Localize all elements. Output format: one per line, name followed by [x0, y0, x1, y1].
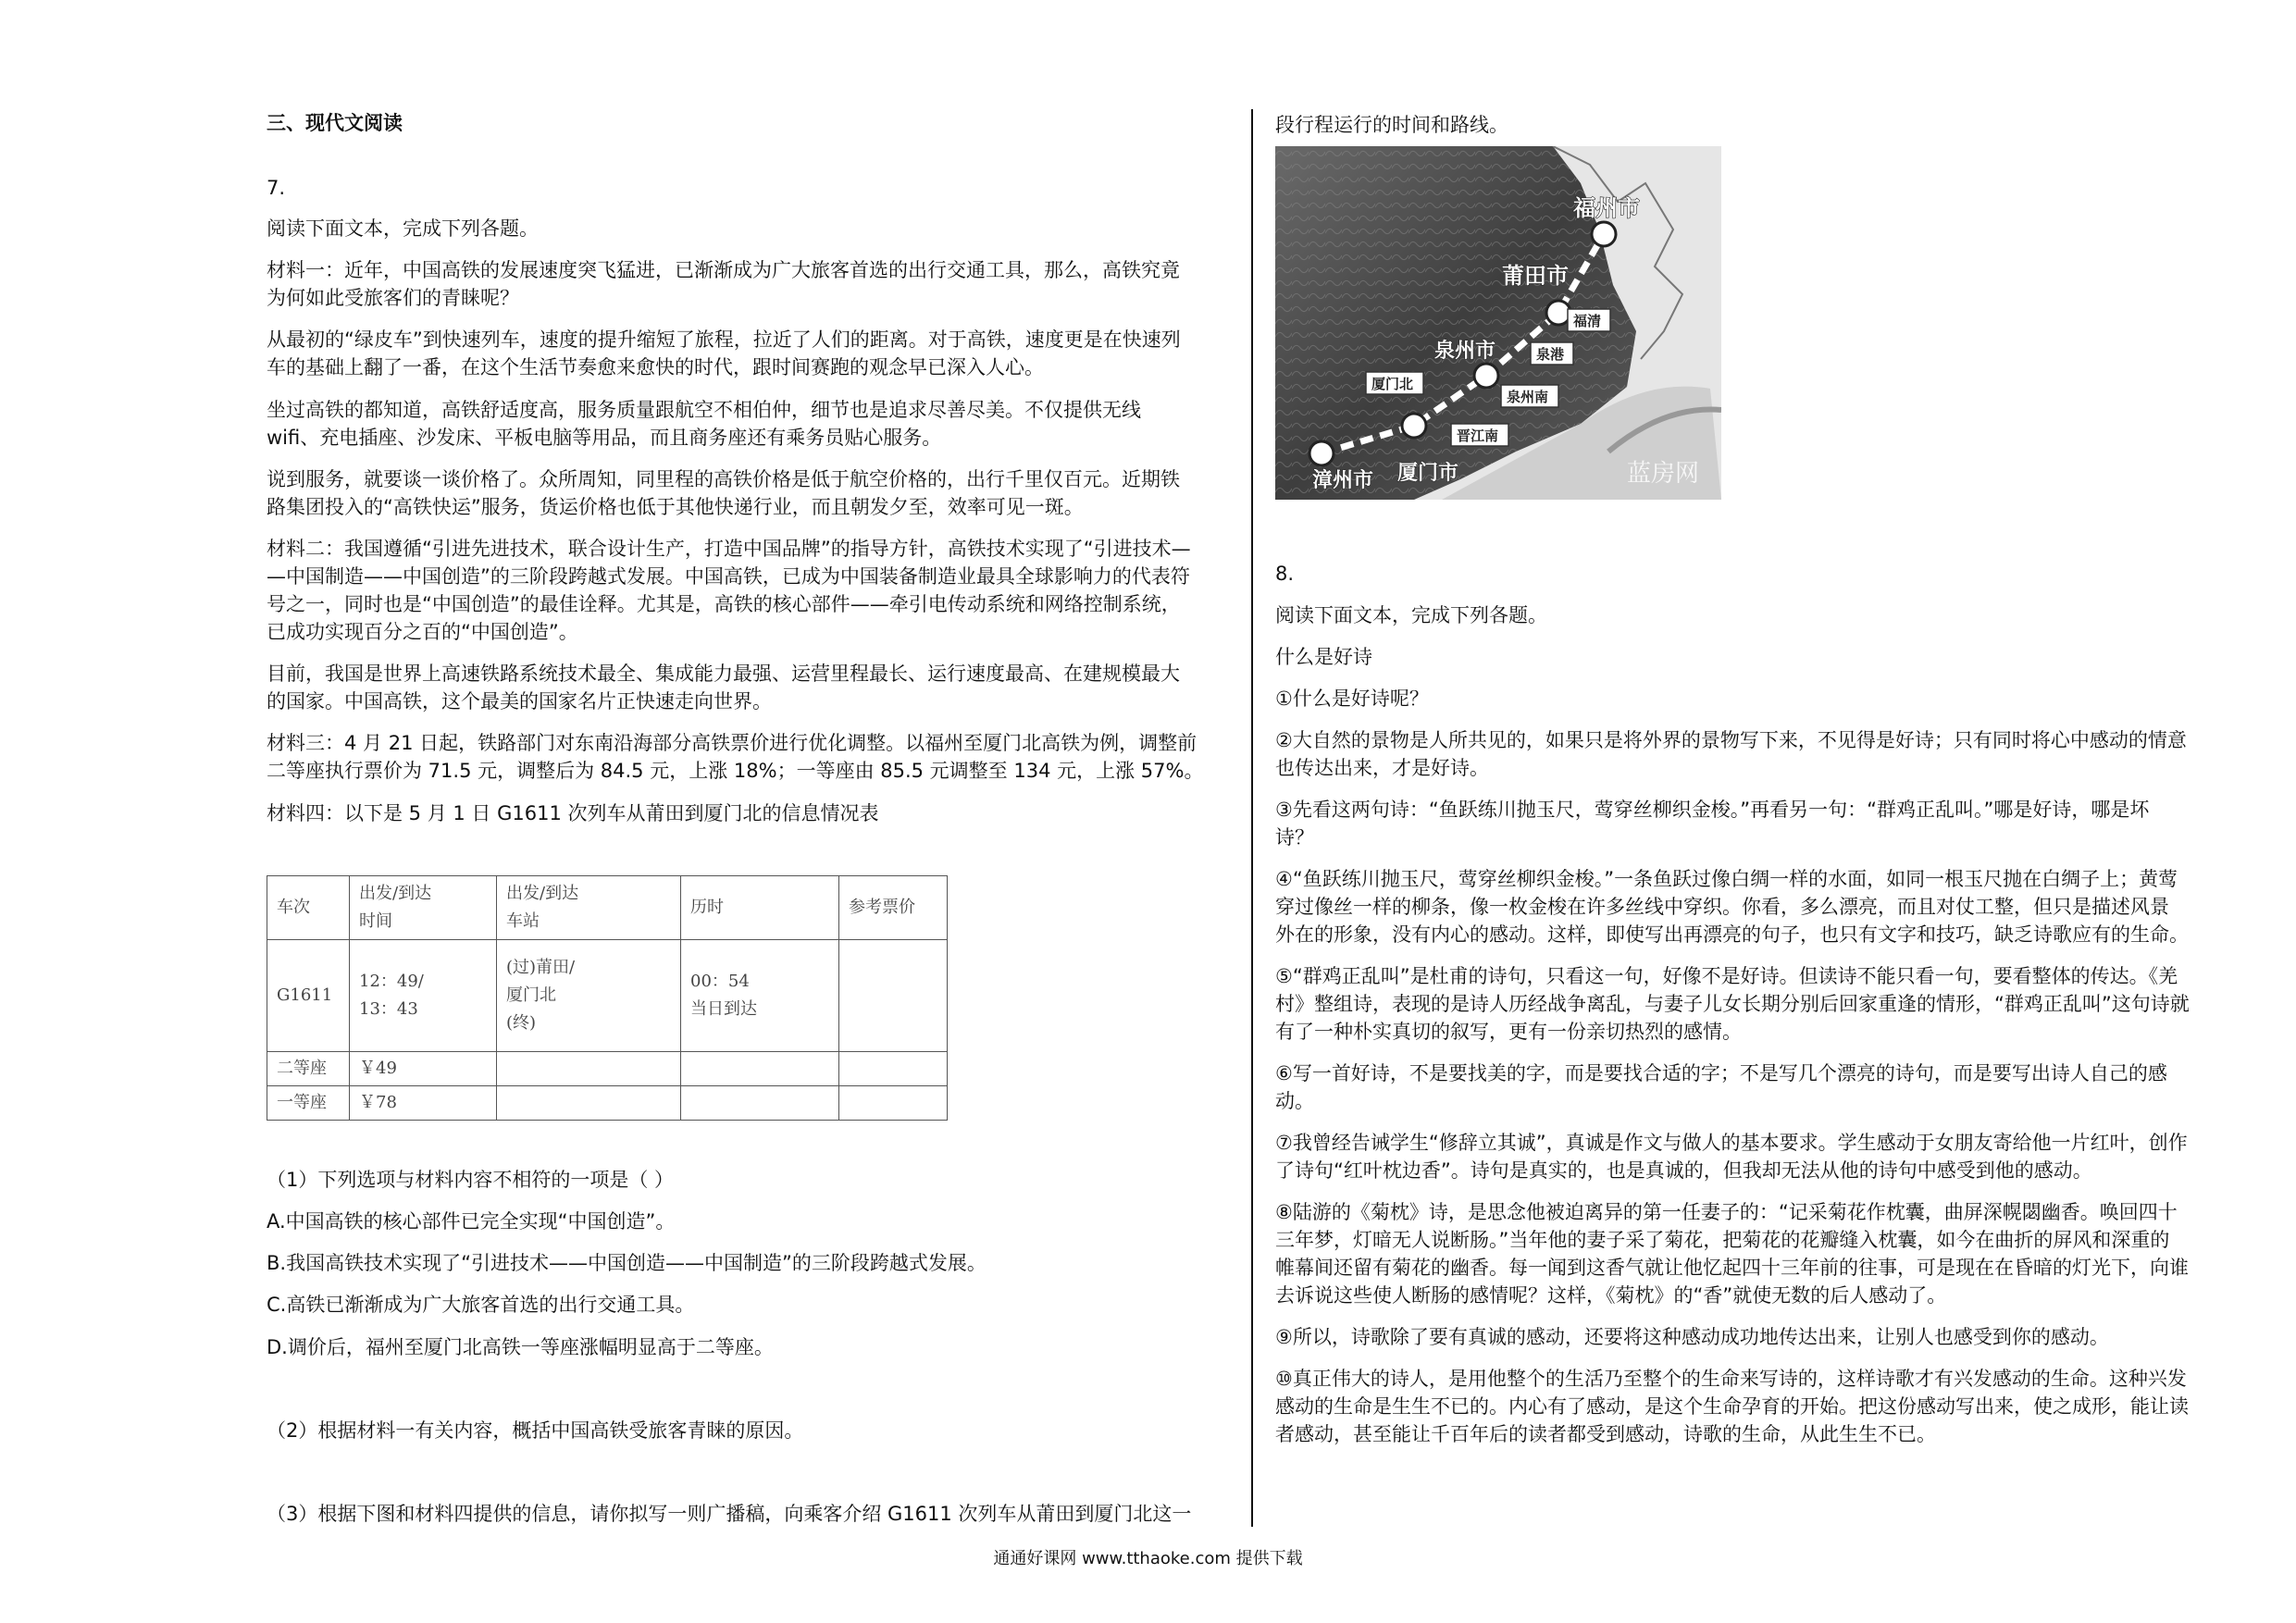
- table-cell-times: 12：49/ 13：43: [350, 940, 497, 1052]
- table-header-cell: 出发/到达 车站: [497, 876, 681, 940]
- paragraph-line: 穿过像丝一样的柳条，像一枚金梭在许多丝线中穿织。你看，多么漂亮，而且对仗工整，但只是描述风景: [1275, 896, 2169, 918]
- paragraph-line: 者感动，甚至能让千百年后的读者都受到感动，诗歌的生命，从此生生不已。: [1275, 1423, 1936, 1445]
- station-marker: [1309, 441, 1334, 465]
- map-label-putian: 莆田市: [1502, 263, 1569, 289]
- paragraph-line: 动。: [1275, 1090, 1314, 1112]
- table-cell: [839, 940, 948, 1052]
- paragraph-line: 也传达出来，才是好诗。: [1275, 757, 1489, 779]
- train-info-table: [267, 875, 948, 1121]
- table-cell-seat: 二等座: [267, 1052, 350, 1086]
- table-cell: [497, 1052, 681, 1086]
- railway-map: [1275, 146, 1721, 500]
- table-cell: [839, 1052, 948, 1086]
- map-label-xiamen: 厦门市: [1397, 462, 1459, 485]
- material-1-line: 材料一：近年，中国高铁的发展速度突飞猛进，已渐渐成为广大旅客首选的出行交通工具，那么，高铁究竟: [267, 259, 1180, 281]
- paragraph-line: 说到服务，就要谈一谈价格了。众所周知，同里程的高铁价格是低于航空价格的，出行千里仅百元。近期铁: [267, 468, 1180, 490]
- option-a: A.中国高铁的核心部件已完全实现“中国创造”。: [267, 1210, 676, 1233]
- material-3-line: 二等座执行票价为 71.5 元，调整后为 84.5 元，上涨 18%；一等座由 85.5 元调整至 134 元，上涨 57%。: [267, 760, 1204, 782]
- paragraph-line: 外在的形象，没有内心的感动。这样，即使写出再漂亮的句子，也只有文字和技巧，缺乏诗歌应有的生命。: [1275, 923, 2189, 946]
- table-header-cell: 参考票价: [839, 876, 948, 940]
- material-2-line: 材料二：我国遵循“引进先进技术，联合设计生产，打造中国品牌”的指导方针，高铁技术实现了“引进技术—: [267, 538, 1191, 560]
- paragraph-line: wifi、充电插座、沙发床、平板电脑等用品，而且商务座还有乘务员贴心服务。: [267, 427, 942, 449]
- material-2-line: 已成功实现百分之百的“中国创造”。: [267, 621, 578, 643]
- question-7-3: （3）根据下图和材料四提供的信息，请你拟写一则广播稿，向乘客介绍 G1611 次列车从莆田到厦门北这一: [267, 1503, 1192, 1525]
- option-c: C.高铁已渐渐成为广大旅客首选的出行交通工具。: [267, 1294, 695, 1316]
- paragraph-line: 三年梦，灯暗无人说断肠。”当年他的妻子采了菊花，把菊花的花瓣缝入枕囊，如今在曲折的屏风和深重的: [1275, 1229, 2170, 1251]
- paragraph-line: 诗？: [1275, 826, 1314, 849]
- instruction-line: 阅读下面文本，完成下列各题。: [267, 217, 539, 240]
- option-d: D.调价后，福州至厦门北高铁一等座涨幅明显高于二等座。: [267, 1336, 774, 1358]
- paragraph-line: ⑨所以，诗歌除了要有真诚的感动，还要将这种感动成功地传达出来，让别人也感受到你的感动。: [1275, 1326, 2109, 1348]
- paragraph-line: ①什么是好诗呢？: [1275, 688, 1429, 710]
- table-cell: [681, 1086, 839, 1121]
- column-divider: [1251, 109, 1253, 1527]
- paragraph-line: ④“鱼跃练川抛玉尺，莺穿丝柳织金梭。”一条鱼跃过像白绸一样的水面，如同一根玉尺抛在白绸子上；黄莺: [1275, 868, 2178, 890]
- question-7-2: （2）根据材料一有关内容，概括中国高铁受旅客青睐的原因。: [267, 1419, 804, 1442]
- paragraph-line: 村》整组诗，表现的是诗人历经战争离乱，与妻子儿女长期分别后回家重逢的情形，“群鸡正乱叫”这句诗就: [1275, 993, 2190, 1015]
- paragraph-line: 的国家。中国高铁，这个最美的国家名片正快速走向世界。: [267, 690, 772, 712]
- map-label-fuzhou: 福州市: [1573, 195, 1640, 221]
- material-2-line: —中国制造——中国创造”的三阶段跨越式发展。中国高铁，已成为中国装备制造业最具全球影响力的代表符: [267, 565, 1190, 588]
- table-cell-train: G1611: [267, 940, 350, 1052]
- paragraph-line: ③先看这两句诗：“鱼跃练川抛玉尺，莺穿丝柳织金梭。”再看另一句：“群鸡正乱叫。”哪是好诗，哪是坏: [1275, 799, 2150, 821]
- station-marker: [1474, 364, 1498, 388]
- table-cell-duration: 00：54 当日到达: [681, 940, 839, 1052]
- table-row: [267, 940, 948, 1052]
- question-7-number: 7.: [267, 177, 286, 199]
- paragraph-line: 了诗句“红叶枕边香”。诗句是真实的，也是真诚的，但我却无法从他的诗句中感受到他的感动。: [1275, 1159, 2092, 1182]
- question-8-number: 8.: [1275, 563, 1295, 585]
- paragraph-line: 目前，我国是世界上高速铁路系统技术最全、集成能力最强、运营里程最长、运行速度最高、在建规模最大: [267, 663, 1180, 685]
- station-marker: [1546, 301, 1570, 325]
- paragraph-line: ⑥写一首好诗，不是要找美的字，而是要找合适的字；不是写几个漂亮的诗句，而是要写出诗人自己的感: [1275, 1062, 2167, 1084]
- table-cell: [681, 1052, 839, 1086]
- material-4-line: 材料四：以下是 5 月 1 日 G1611 次列车从莆田到厦门北的信息情况表: [267, 802, 879, 824]
- article-title: 什么是好诗: [1275, 646, 1372, 668]
- paragraph-line: 感动的生命是生生不已的。内心有了感动，是这个生命孕育的开始。把这份感动写出来，使之成形，能让读: [1275, 1395, 2189, 1418]
- paragraph-line: 有了一种朴实真切的叙写，更有一份亲切热烈的感情。: [1275, 1021, 1742, 1043]
- paragraph-line: 帷幕间还留有菊花的幽香。每一闻到这香气就让他忆起四十三年前的往事，可是现在在昏暗的灯光下，向谁: [1275, 1257, 2189, 1279]
- map-label-quanzhou: 泉州市: [1434, 340, 1496, 363]
- paragraph-line: 从最初的“绿皮车”到快速列车，速度的提升缩短了旅程，拉近了人们的距离。对于高铁，速度更是在快速列: [267, 328, 1181, 351]
- paragraph-line: ②大自然的景物是人所共见的，如果只是将外界的景物写下来，不见得是好诗；只有同时将心中感动的情意: [1275, 729, 2187, 751]
- table-cell-price: ￥49: [350, 1052, 497, 1086]
- paragraph-line: ⑧陆游的《菊枕》诗，是思念他被迫离异的第一任妻子的：“记采菊花作枕囊，曲屏深幌閟幽香。唤回四十: [1275, 1201, 2178, 1223]
- material-2-line: 号之一，同时也是“中国创造”的最佳诠释。尤其是，高铁的核心部件——牵引电传动系统和网络控制系统，: [267, 593, 1181, 615]
- paragraph-line: ⑩真正伟大的诗人，是用他整个的生活乃至整个的生命来写诗的，这样诗歌才有兴发感动的生命。这种兴发: [1275, 1368, 2187, 1390]
- material-3-line: 材料三：4 月 21 日起，铁路部门对东南沿海部分高铁票价进行优化调整。以福州至厦门北高铁为例，调整前: [267, 732, 1198, 754]
- instruction-line: 阅读下面文本，完成下列各题。: [1275, 604, 1547, 626]
- paragraph-line: ⑦我曾经告诫学生“修辞立其诚”，真诚是作文与做人的基本要求。学生感动于女朋友寄给他一片红叶，创作: [1275, 1132, 2188, 1154]
- table-row: [267, 876, 948, 940]
- station-marker: [1402, 414, 1426, 438]
- table-row: [267, 1086, 948, 1121]
- paragraph-line: ⑤“群鸡正乱叫”是杜甫的诗句，只看这一句，好像不是好诗。但读诗不能只看一句，要看整体的传达。《羌: [1275, 965, 2178, 987]
- question-7-1: （1）下列选项与材料内容不相符的一项是（ ）: [267, 1169, 675, 1191]
- table-cell: [839, 1086, 948, 1121]
- paragraph-line: 路集团投入的“高铁快运”服务，货运价格也低于其他快递行业，而且朝发夕至，效率可见一斑。: [267, 496, 1084, 518]
- map-label-zhangzhou: 漳州市: [1312, 469, 1374, 492]
- section-title: 三、现代文阅读: [267, 112, 403, 134]
- table-cell-price: ￥78: [350, 1086, 497, 1121]
- material-1-line: 为何如此受旅客们的青睐呢？: [267, 287, 519, 309]
- station-marker: [1592, 222, 1616, 246]
- table-cell-seat: 一等座: [267, 1086, 350, 1121]
- map-label-quanzhounan: 泉州南: [1507, 389, 1549, 405]
- question-7-3-continuation: 段行程运行的时间和路线。: [1275, 114, 1508, 136]
- page-footer: 通通好课网 www.tthaoke.com 提供下载: [993, 1549, 1303, 1568]
- paragraph-line: 去诉说这些使人断肠的感情呢？这样，《菊枕》的“香”就使无数的后人感动了。: [1275, 1284, 1947, 1307]
- map-label-quangang: 泉港: [1536, 346, 1565, 363]
- watermark: 蓝房网: [1627, 460, 1700, 488]
- table-header-cell: 历时: [681, 876, 839, 940]
- map-label-jinjiangnan: 晋江南: [1457, 427, 1499, 444]
- paragraph-line: 车的基础上翻了一番，在这个生活节奏愈来愈快的时代，跟时间赛跑的观念早已深入人心。: [267, 356, 1044, 378]
- table-header-cell: 出发/到达 时间: [350, 876, 497, 940]
- map-label-xiamenbei: 厦门北: [1371, 376, 1414, 392]
- table-header-cell: 车次: [267, 876, 350, 940]
- table-cell-stations: (过)莆田/ 厦门北 (终): [497, 940, 681, 1052]
- map-label-fuqing: 福清: [1573, 313, 1602, 329]
- option-b: B.我国高铁技术实现了“引进技术——中国创造——中国制造”的三阶段跨越式发展。: [267, 1252, 987, 1274]
- table-cell: [497, 1086, 681, 1121]
- paragraph-line: 坐过高铁的都知道，高铁舒适度高，服务质量跟航空不相伯仲，细节也是追求尽善尽美。不仅提供无线: [267, 399, 1141, 421]
- table-row: [267, 1052, 948, 1086]
